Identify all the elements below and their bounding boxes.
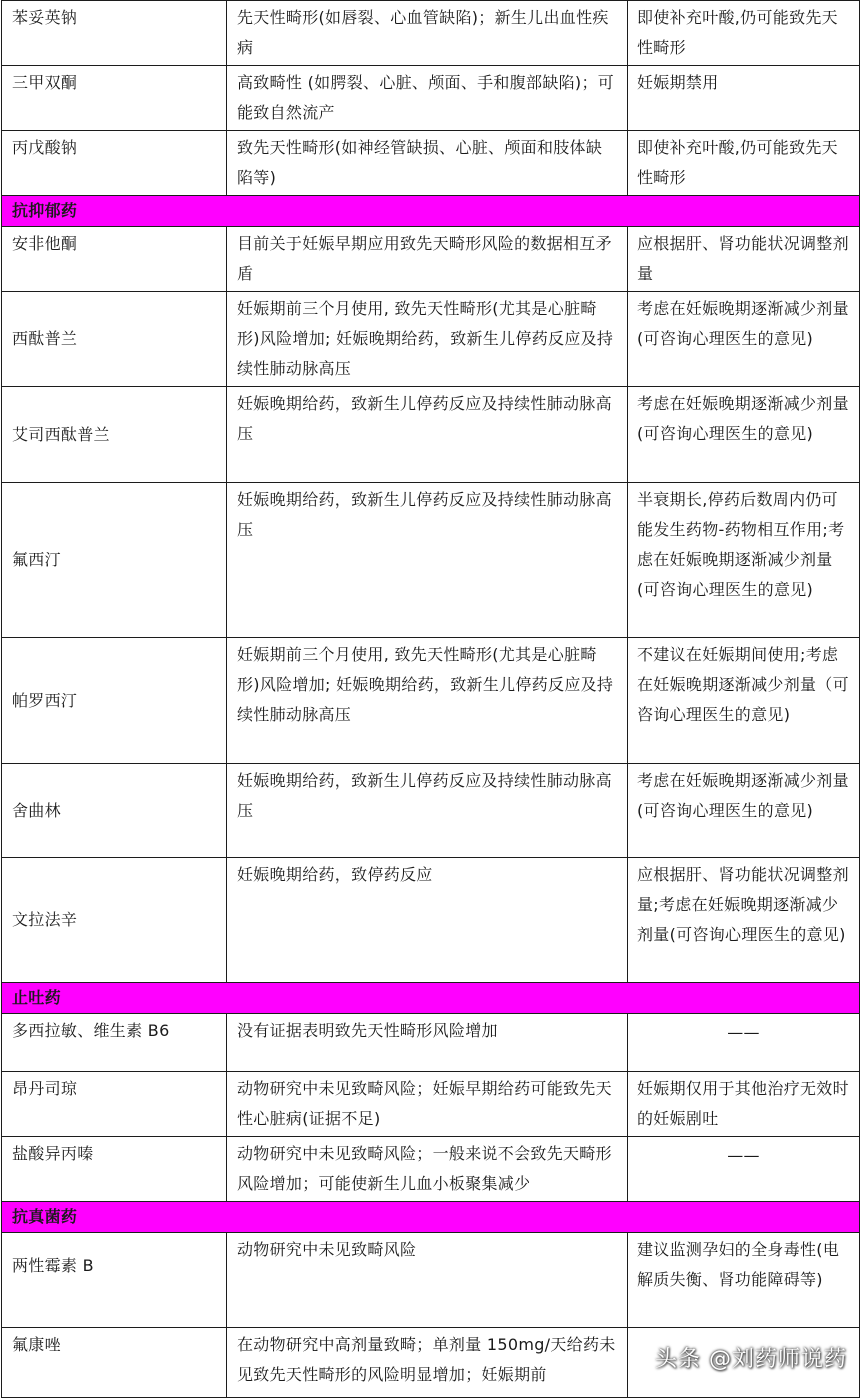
table-row: [2, 292, 860, 387]
drug-effect: 妊娠晚期给药，致新生儿停药反应及持续性肺动脉高压: [227, 764, 628, 858]
table-row: [2, 1137, 860, 1202]
drug-effect: 没有证据表明致先天性畸形风险增加: [227, 1014, 628, 1072]
dash: ——: [727, 1146, 760, 1165]
table-row: [2, 638, 860, 764]
drug-name: 三甲双酮: [2, 66, 227, 131]
drug-effect: 目前关于妊娠早期应用致先天畸形风险的数据相互矛盾: [227, 227, 628, 292]
table-row: [2, 387, 860, 483]
drug-advice: 半衰期长,停药后数周内仍可能发生药物-药物相互作用;考虑在妊娠晚期逐渐减少剂量(可咨询心理医生的意见): [628, 483, 860, 638]
drug-advice: 即使补充叶酸,仍可能致先天性畸形: [628, 131, 860, 196]
drug-name: 两性霉素 B: [2, 1233, 227, 1328]
table-row: [2, 227, 860, 292]
drug-name: 苯妥英钠: [2, 1, 227, 66]
drug-advice: 妊娠期仅用于其他治疗无效时的妊娠剧吐: [628, 1072, 860, 1137]
drug-name: 氟康唑: [2, 1328, 227, 1398]
drug-effect: 先天性畸形(如唇裂、心血管缺陷)；新生儿出血性疾病: [227, 1, 628, 66]
section-header-antidepressant: [2, 196, 860, 227]
drug-name: 氟西汀: [2, 483, 227, 638]
section-label: 抗抑郁药: [2, 196, 860, 227]
drug-name: 多西拉敏、维生素 B6: [2, 1014, 227, 1072]
table-row: [2, 1014, 860, 1072]
drug-advice: 建议监测孕妇的全身毒性(电解质失衡、肾功能障碍等): [628, 1233, 860, 1328]
drug-name: 丙戊酸钠: [2, 131, 227, 196]
drug-name: 昂丹司琼: [2, 1072, 227, 1137]
table-row: [2, 1233, 860, 1328]
section-header-antiemetic: [2, 983, 860, 1014]
drug-name: 帕罗西汀: [2, 638, 227, 764]
drug-name: 盐酸异丙嗪: [2, 1137, 227, 1202]
table-row: [2, 858, 860, 983]
section-label: 抗真菌药: [2, 1202, 860, 1233]
drug-advice: 不建议在妊娠期间使用;考虑在妊娠晚期逐渐减少剂量（可咨询心理医生的意见): [628, 638, 860, 764]
table-row: [2, 764, 860, 858]
drug-effect: 妊娠晚期给药，致停药反应: [227, 858, 628, 983]
drug-effect: 致先天性畸形(如神经管缺损、心脏、颅面和肢体缺陷等): [227, 131, 628, 196]
drug-advice: [628, 1137, 860, 1202]
dash: ——: [727, 1023, 760, 1042]
drug-name: 舍曲林: [2, 764, 227, 858]
drug-advice: [628, 1014, 860, 1072]
drug-advice: 应根据肝、肾功能状况调整剂量: [628, 227, 860, 292]
drug-name: 艾司西酞普兰: [2, 387, 227, 483]
drug-table: [1, 0, 860, 1398]
drug-effect: 高致畸性 (如腭裂、心脏、颅面、手和腹部缺陷)；可能致自然流产: [227, 66, 628, 131]
drug-effect: 妊娠晚期给药，致新生儿停药反应及持续性肺动脉高压: [227, 387, 628, 483]
drug-advice: 考虑在妊娠晚期逐渐减少剂量(可咨询心理医生的意见): [628, 292, 860, 387]
section-label: 止吐药: [2, 983, 860, 1014]
table-row: [2, 483, 860, 638]
drug-name: 安非他酮: [2, 227, 227, 292]
drug-effect: 妊娠期前三个月使用, 致先天性畸形(尤其是心脏畸形)风险增加; 妊娠晚期给药，致新生儿停药反应及持续性肺动脉高压: [227, 292, 628, 387]
source-watermark: 头条 @刘药师说药: [655, 1347, 847, 1372]
drug-advice: 即使补充叶酸,仍可能致先天性畸形: [628, 1, 860, 66]
drug-advice: 考虑在妊娠晚期逐渐减少剂量(可咨询心理医生的意见): [628, 387, 860, 483]
drug-effect: 妊娠晚期给药，致新生儿停药反应及持续性肺动脉高压: [227, 483, 628, 638]
drug-name: 西酞普兰: [2, 292, 227, 387]
table-row: [2, 1072, 860, 1137]
table-row: [2, 66, 860, 131]
section-header-antifungal: [2, 1202, 860, 1233]
drug-effect: 动物研究中未见致畸风险: [227, 1233, 628, 1328]
table-row: [2, 1, 860, 66]
drug-name: 文拉法辛: [2, 858, 227, 983]
drug-effect: 动物研究中未见致畸风险；妊娠早期给药可能致先天性心脏病(证据不足): [227, 1072, 628, 1137]
drug-effect: 动物研究中未见致畸风险；一般来说不会致先天畸形风险增加；可能使新生儿血小板聚集减少: [227, 1137, 628, 1202]
drug-effect: 妊娠期前三个月使用, 致先天性畸形(尤其是心脏畸形)风险增加; 妊娠晚期给药，致新生儿停药反应及持续性肺动脉高压: [227, 638, 628, 764]
drug-advice: 应根据肝、肾功能状况调整剂量;考虑在妊娠晚期逐渐减少剂量(可咨询心理医生的意见): [628, 858, 860, 983]
drug-effect: 在动物研究中高剂量致畸；单剂量 150mg/天给药未见致先天性畸形的风险明显增加；妊娠期前: [227, 1328, 628, 1398]
drug-advice: 考虑在妊娠晚期逐渐减少剂量(可咨询心理医生的意见): [628, 764, 860, 858]
table-row: [2, 131, 860, 196]
drug-advice: 妊娠期禁用: [628, 66, 860, 131]
